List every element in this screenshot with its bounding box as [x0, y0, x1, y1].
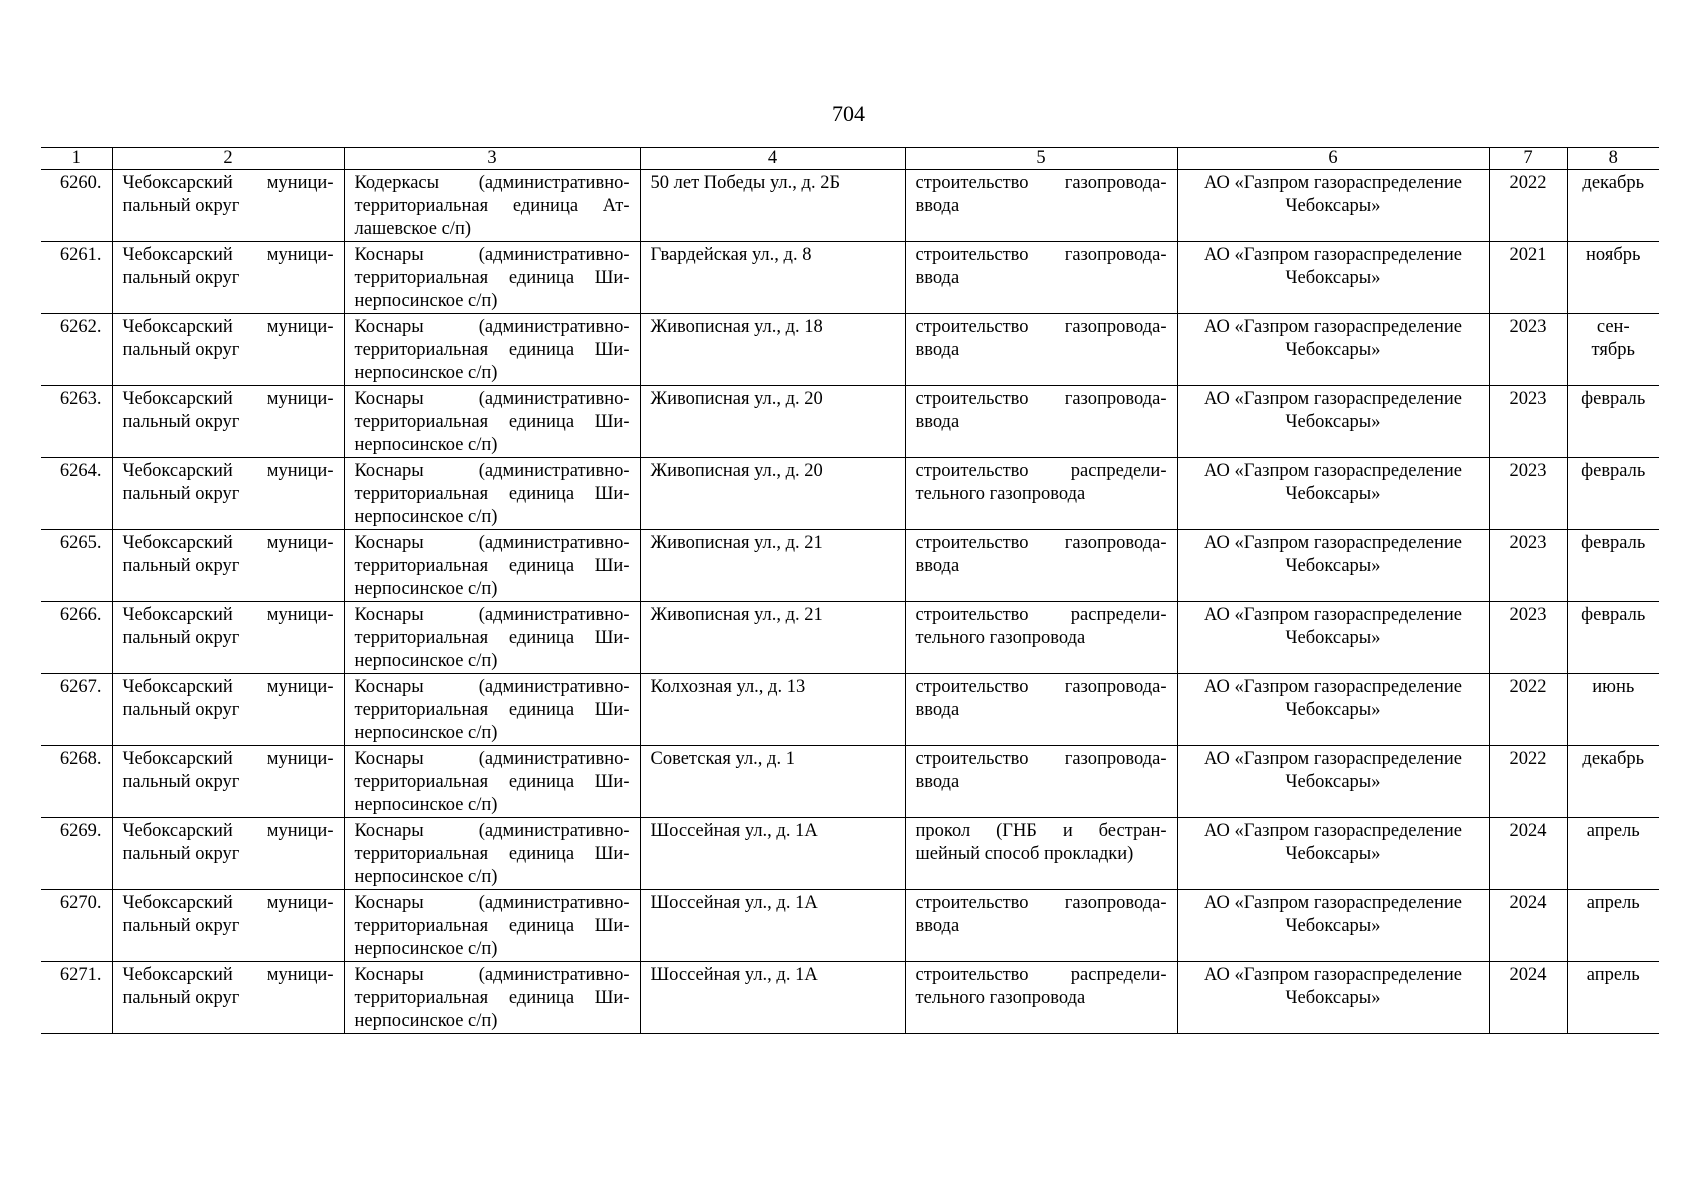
district-cell: Чебоксарский муници-пальный округ: [112, 674, 344, 746]
organization-cell: АО «Газпром газораспределение Чебоксары»: [1177, 746, 1489, 818]
organization-cell: АО «Газпром газораспределение Чебоксары»: [1177, 890, 1489, 962]
table-row: [41, 602, 1659, 674]
work-type-cell: строительство газопровода-ввода: [905, 530, 1177, 602]
page-number: 704: [832, 101, 865, 126]
address-cell: Советская ул., д. 1: [640, 746, 905, 818]
month-cell: декабрь: [1567, 746, 1659, 818]
work-type-cell: прокол (ГНБ и бестран-шейный способ прокладки): [905, 818, 1177, 890]
district-cell: Чебоксарский муници-пальный округ: [112, 170, 344, 242]
table-row: [41, 314, 1659, 386]
row-number: 6261.: [41, 242, 112, 314]
locality-cell: Коснары (административно-территориальная единица Ши-нерпосинское с/п): [344, 458, 640, 530]
locality-cell: Коснары (административно-территориальная единица Ши-нерпосинское с/п): [344, 386, 640, 458]
locality-cell: Кодеркасы (административно-территориальная единица Ат-лашевское с/п): [344, 170, 640, 242]
address-cell: Шоссейная ул., д. 1А: [640, 890, 905, 962]
year-cell: 2023: [1489, 314, 1567, 386]
column-header: 5: [905, 148, 1177, 170]
work-type-cell: строительство газопровода-ввода: [905, 746, 1177, 818]
work-type-cell: строительство распредели-тельного газопровода: [905, 458, 1177, 530]
year-cell: 2022: [1489, 746, 1567, 818]
address-cell: Шоссейная ул., д. 1А: [640, 962, 905, 1034]
row-number: 6263.: [41, 386, 112, 458]
organization-cell: АО «Газпром газораспределение Чебоксары»: [1177, 458, 1489, 530]
month-cell: апрель: [1567, 962, 1659, 1034]
year-cell: 2024: [1489, 962, 1567, 1034]
organization-cell: АО «Газпром газораспределение Чебоксары»: [1177, 386, 1489, 458]
table-row: [41, 242, 1659, 314]
column-header: 3: [344, 148, 640, 170]
month-cell: апрель: [1567, 890, 1659, 962]
district-cell: Чебоксарский муници-пальный округ: [112, 818, 344, 890]
work-type-cell: строительство газопровода-ввода: [905, 890, 1177, 962]
locality-cell: Коснары (административно-территориальная единица Ши-нерпосинское с/п): [344, 890, 640, 962]
district-cell: Чебоксарский муници-пальный округ: [112, 890, 344, 962]
month-cell: ноябрь: [1567, 242, 1659, 314]
district-cell: Чебоксарский муници-пальный округ: [112, 602, 344, 674]
header-row: [41, 148, 1659, 170]
locality-cell: Коснары (административно-территориальная единица Ши-нерпосинское с/п): [344, 674, 640, 746]
row-number: 6264.: [41, 458, 112, 530]
table-row: [41, 890, 1659, 962]
month-cell: декабрь: [1567, 170, 1659, 242]
address-cell: Шоссейная ул., д. 1А: [640, 818, 905, 890]
year-cell: 2023: [1489, 602, 1567, 674]
table-row: [41, 674, 1659, 746]
locality-cell: Коснары (административно-территориальная единица Ши-нерпосинское с/п): [344, 746, 640, 818]
organization-cell: АО «Газпром газораспределение Чебоксары»: [1177, 962, 1489, 1034]
row-number: 6262.: [41, 314, 112, 386]
organization-cell: АО «Газпром газораспределение Чебоксары»: [1177, 674, 1489, 746]
month-cell: февраль: [1567, 602, 1659, 674]
address-cell: Живописная ул., д. 21: [640, 530, 905, 602]
column-header: 2: [112, 148, 344, 170]
month-cell: апрель: [1567, 818, 1659, 890]
row-number: 6268.: [41, 746, 112, 818]
year-cell: 2022: [1489, 170, 1567, 242]
work-type-cell: строительство распредели-тельного газопровода: [905, 602, 1177, 674]
locality-cell: Коснары (административно-территориальная единица Ши-нерпосинское с/п): [344, 602, 640, 674]
locality-cell: Коснары (административно-территориальная единица Ши-нерпосинское с/п): [344, 314, 640, 386]
year-cell: 2024: [1489, 890, 1567, 962]
organization-cell: АО «Газпром газораспределение Чебоксары»: [1177, 314, 1489, 386]
address-cell: Живописная ул., д. 21: [640, 602, 905, 674]
locality-cell: Коснары (административно-территориальная единица Ши-нерпосинское с/п): [344, 818, 640, 890]
row-number: 6265.: [41, 530, 112, 602]
locality-cell: Коснары (административно-территориальная единица Ши-нерпосинское с/п): [344, 242, 640, 314]
district-cell: Чебоксарский муници-пальный округ: [112, 314, 344, 386]
month-cell: февраль: [1567, 386, 1659, 458]
row-number: 6267.: [41, 674, 112, 746]
table-row: [41, 818, 1659, 890]
year-cell: 2024: [1489, 818, 1567, 890]
organization-cell: АО «Газпром газораспределение Чебоксары»: [1177, 170, 1489, 242]
work-type-cell: строительство газопровода-ввода: [905, 674, 1177, 746]
month-cell: июнь: [1567, 674, 1659, 746]
address-cell: Живописная ул., д. 20: [640, 386, 905, 458]
row-number: 6269.: [41, 818, 112, 890]
gas-pipeline-table: [41, 147, 1659, 1034]
address-cell: Живописная ул., д. 20: [640, 458, 905, 530]
month-cell: февраль: [1567, 458, 1659, 530]
locality-cell: Коснары (административно-территориальная единица Ши-нерпосинское с/п): [344, 530, 640, 602]
district-cell: Чебоксарский муници-пальный округ: [112, 530, 344, 602]
address-cell: Колхозная ул., д. 13: [640, 674, 905, 746]
work-type-cell: строительство газопровода-ввода: [905, 242, 1177, 314]
year-cell: 2022: [1489, 674, 1567, 746]
year-cell: 2023: [1489, 530, 1567, 602]
district-cell: Чебоксарский муници-пальный округ: [112, 458, 344, 530]
address-cell: Живописная ул., д. 18: [640, 314, 905, 386]
table-row: [41, 458, 1659, 530]
district-cell: Чебоксарский муници-пальный округ: [112, 962, 344, 1034]
year-cell: 2023: [1489, 386, 1567, 458]
organization-cell: АО «Газпром газораспределение Чебоксары»: [1177, 818, 1489, 890]
table-row: [41, 386, 1659, 458]
work-type-cell: строительство газопровода-ввода: [905, 314, 1177, 386]
column-header: 4: [640, 148, 905, 170]
address-cell: Гвардейская ул., д. 8: [640, 242, 905, 314]
row-number: 6271.: [41, 962, 112, 1034]
organization-cell: АО «Газпром газораспределение Чебоксары»: [1177, 602, 1489, 674]
table-header: [41, 148, 1659, 170]
work-type-cell: строительство распредели-тельного газопровода: [905, 962, 1177, 1034]
column-header: 8: [1567, 148, 1659, 170]
work-type-cell: строительство газопровода-ввода: [905, 170, 1177, 242]
table-row: [41, 962, 1659, 1034]
row-number: 6260.: [41, 170, 112, 242]
district-cell: Чебоксарский муници-пальный округ: [112, 746, 344, 818]
organization-cell: АО «Газпром газораспределение Чебоксары»: [1177, 242, 1489, 314]
month-cell: февраль: [1567, 530, 1659, 602]
table-row: [41, 530, 1659, 602]
locality-cell: Коснары (административно-территориальная единица Ши-нерпосинское с/п): [344, 962, 640, 1034]
district-cell: Чебоксарский муници-пальный округ: [112, 242, 344, 314]
table-row: [41, 746, 1659, 818]
work-type-cell: строительство газопровода-ввода: [905, 386, 1177, 458]
year-cell: 2023: [1489, 458, 1567, 530]
organization-cell: АО «Газпром газораспределение Чебоксары»: [1177, 530, 1489, 602]
year-cell: 2021: [1489, 242, 1567, 314]
column-header: 1: [41, 148, 112, 170]
table-row: [41, 170, 1659, 242]
address-cell: 50 лет Победы ул., д. 2Б: [640, 170, 905, 242]
row-number: 6270.: [41, 890, 112, 962]
month-cell: сен-тябрь: [1567, 314, 1659, 386]
table-body: [41, 170, 1659, 1034]
district-cell: Чебоксарский муници-пальный округ: [112, 386, 344, 458]
column-header: 7: [1489, 148, 1567, 170]
column-header: 6: [1177, 148, 1489, 170]
row-number: 6266.: [41, 602, 112, 674]
